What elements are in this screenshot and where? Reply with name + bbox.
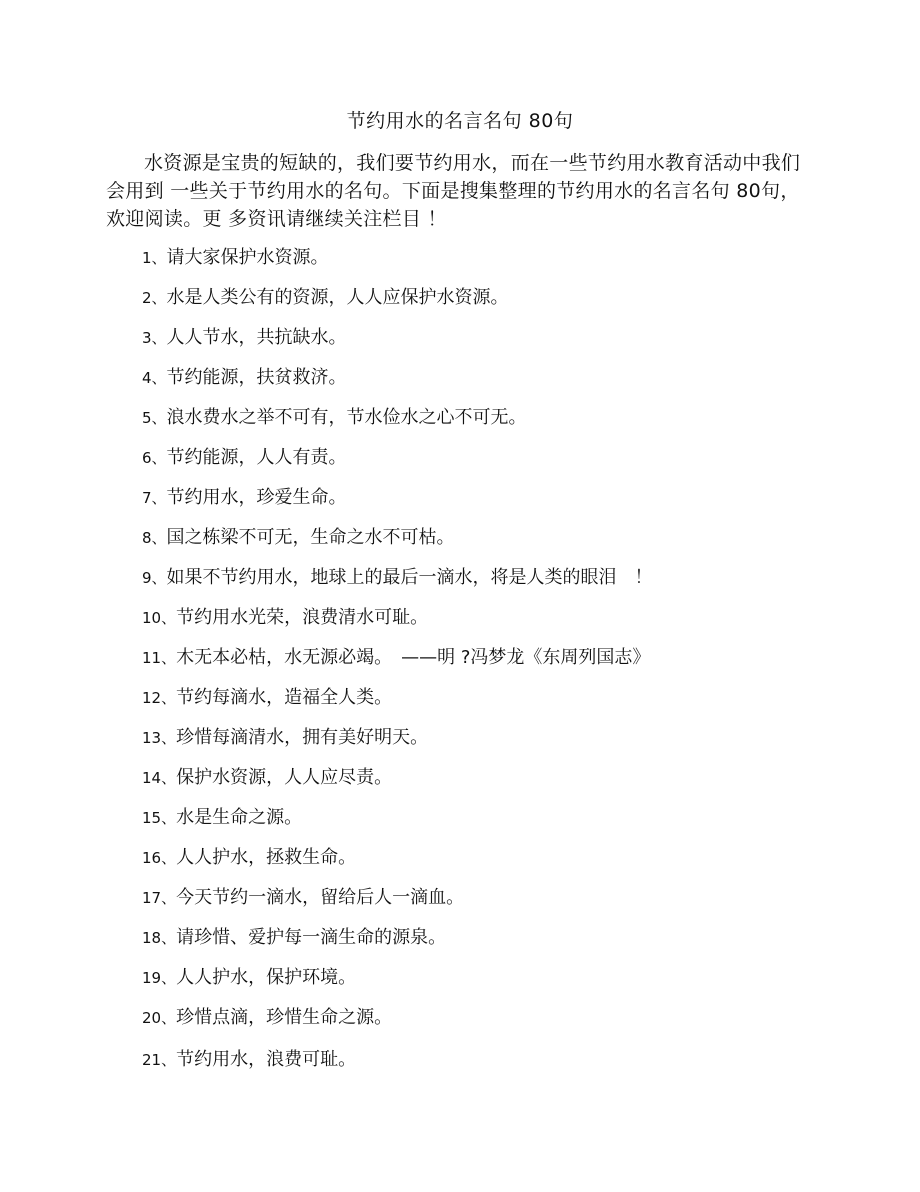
item-text: 水是人类公有的资源，人人应保护水资源。 — [166, 287, 509, 308]
item-number: 18、 — [142, 929, 177, 947]
item-text: 节约每滴水，造福全人类。 — [176, 687, 393, 708]
item-number: 15、 — [142, 809, 177, 827]
list-item — [142, 966, 822, 1006]
item-number: 7、 — [142, 489, 167, 507]
list-item — [142, 366, 822, 406]
item-number: 12、 — [142, 689, 177, 707]
item-number: 10、 — [142, 609, 177, 627]
item-text: 浪水费水之举不可有，节水俭水之心不可无。 — [166, 407, 527, 428]
list-item — [142, 286, 822, 326]
item-text: 保护水资源，人人应尽责。 — [176, 767, 393, 788]
item-text: 珍惜点滴，珍惜生命之源。 — [176, 1007, 393, 1028]
item-text: 人人护水，保护环境。 — [176, 967, 357, 988]
item-text: 节约能源，人人有责。 — [166, 447, 347, 468]
list-item — [142, 846, 822, 886]
item-text: 国之栋梁不可无，生命之水不可枯。 — [166, 527, 455, 548]
list-item — [142, 566, 822, 606]
list-item — [142, 926, 822, 966]
item-number: 21、 — [142, 1051, 177, 1069]
item-text: 水是生命之源。 — [176, 807, 303, 828]
list-item — [142, 246, 822, 286]
quote-list — [142, 246, 822, 1088]
document-title: 节约用水的名言名句 80句 — [346, 110, 574, 132]
item-text: 请大家保护水资源。 — [166, 247, 329, 268]
list-item — [142, 766, 822, 806]
list-item — [142, 326, 822, 366]
item-number: 2、 — [142, 289, 167, 307]
item-text: 节约用水，珍爱生命。 — [166, 487, 347, 508]
list-item — [142, 1006, 822, 1046]
intro-paragraph: 水资源是宝贵的短缺的，我们要节约用水，而在一些节约用水教育活动中我们会用到 一些关于节约用水的名句。下面是搜集整理的节约用水的名言名句 80句，欢迎阅读。更 多资讯请继续关注栏目 ！ — [106, 152, 801, 230]
item-number: 4、 — [142, 369, 167, 387]
item-number: 17、 — [142, 889, 177, 907]
item-text: 节约能源，扶贫救济。 — [166, 367, 347, 388]
list-item — [142, 726, 822, 766]
item-text: 木无本必枯，水无源必竭。 ——明 ?冯梦龙《东周列国志》 — [176, 647, 651, 668]
list-item — [142, 606, 822, 646]
item-number: 20、 — [142, 1009, 177, 1027]
item-number: 6、 — [142, 449, 167, 467]
item-number: 13、 — [142, 729, 177, 747]
item-text: 如果不节约用水，地球上的最后一滴水，将是人类的眼泪 ！ — [166, 567, 653, 588]
item-number: 5、 — [142, 409, 167, 427]
item-number: 14、 — [142, 769, 177, 787]
item-number: 19、 — [142, 969, 177, 987]
item-number: 16、 — [142, 849, 177, 867]
item-text: 今天节约一滴水，留给后人一滴血。 — [176, 887, 465, 908]
list-item — [142, 806, 822, 846]
list-item — [142, 686, 822, 726]
list-item — [142, 526, 822, 566]
item-text: 人人护水，拯救生命。 — [176, 847, 357, 868]
list-item — [142, 486, 822, 526]
item-text: 人人节水，共抗缺水。 — [166, 327, 347, 348]
item-number: 11、 — [142, 649, 177, 667]
list-item — [142, 446, 822, 486]
item-text: 请珍惜、爱护每一滴生命的源泉。 — [176, 927, 447, 948]
item-number: 3、 — [142, 329, 167, 347]
list-item — [142, 406, 822, 446]
item-text: 节约用水，浪费可耻。 — [176, 1049, 357, 1070]
list-item — [142, 1048, 822, 1088]
list-item — [142, 886, 822, 926]
item-text: 珍惜每滴清水，拥有美好明天。 — [176, 727, 429, 748]
item-text: 节约用水光荣，浪费清水可耻。 — [176, 607, 429, 628]
item-number: 1、 — [142, 249, 167, 267]
item-number: 8、 — [142, 529, 167, 547]
list-item — [142, 646, 822, 686]
item-number: 9、 — [142, 569, 167, 587]
